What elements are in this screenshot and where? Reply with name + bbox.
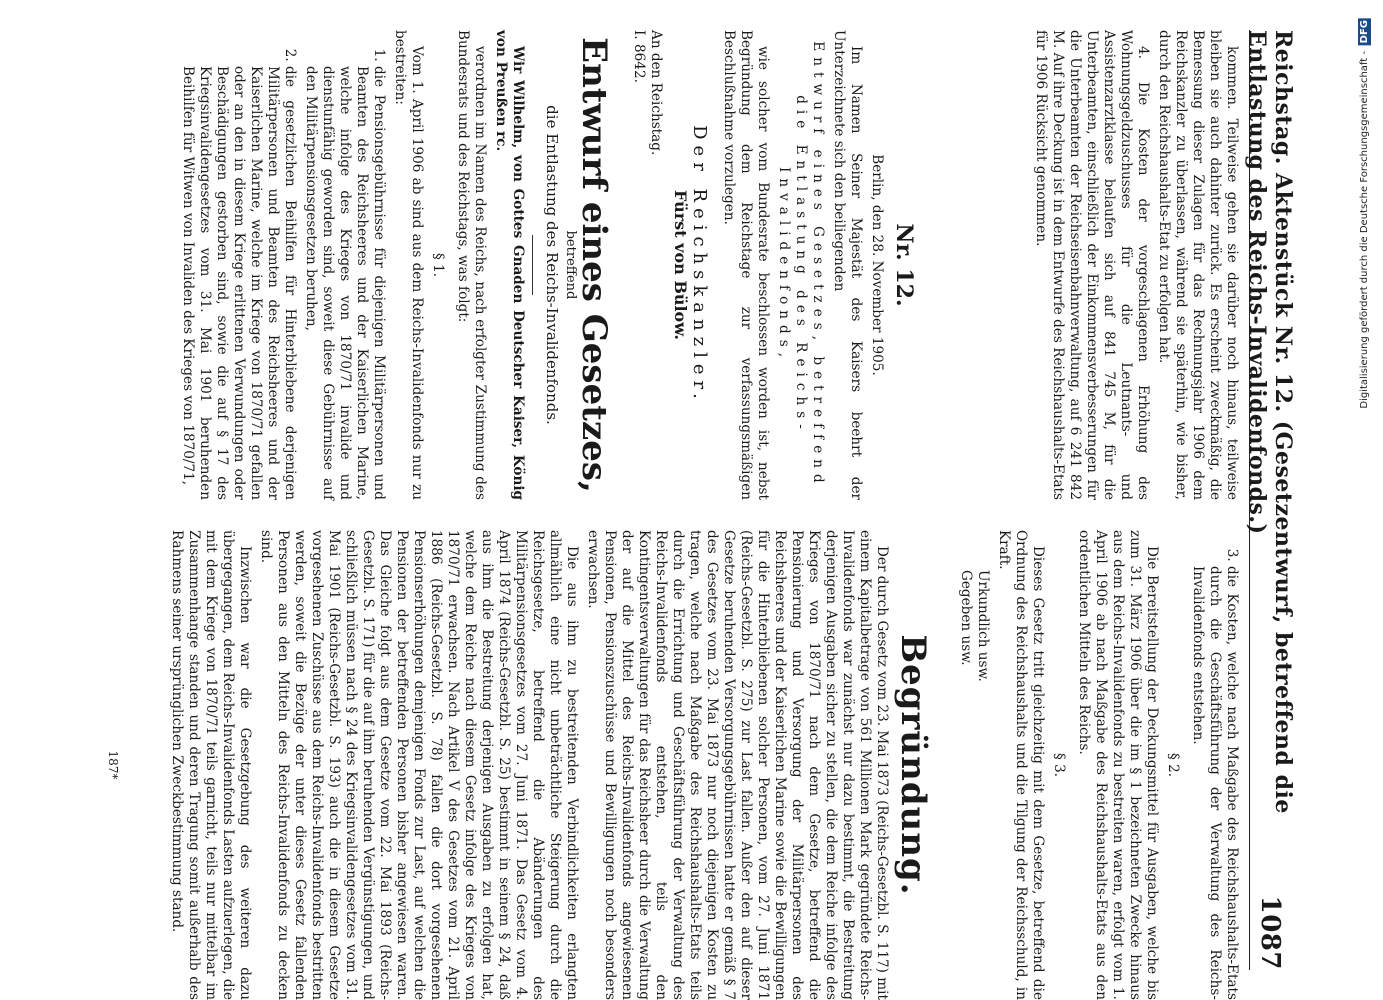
section-1-text: Vom 1. April 1906 ab sind aus dem Reichs-Invalidenfonds nur zu bestreiten: xyxy=(392,30,425,500)
paragraph-4: 4. Die Kosten der vorgeschlagenen Erhöhung des Wohnungsgeldzuschusses für die Leutnants- und Assistenzarztklasse belaufen sich auf 841 745 M, für die Unterbeamten, einschließlich der Einkommensverbesserungen für die Unterbeamten der Reichseisenbahnverwaltung, auf 6 241 842 M. Auf ihre Deckung ist in dem Entwurfe des Reichshaushalts-Etats für 1906 Rücksicht genommen. xyxy=(1033,30,1151,500)
reference-number: I. 8642. xyxy=(631,30,647,83)
section-2-heading: § 2. xyxy=(1165,752,1181,778)
rationale-paragraph-3: Inzwischen war die Gesetzgebung des weiteren dazu übergegangen, dem Reichs-Invalidenfonds Lasten aufzuerlegen, die mit dem Kriege von 1870/71 teils garnicht, teils nur mittelbar im Zusammenhange standen und deren Tragung somit außerhalb des Rahmens seiner ursprünglichen Zweckbestimmung stand. xyxy=(169,530,253,1000)
section-2-text: Die Bereitstellung der Deckungsmittel für Ausgaben, welche bis zum 31. März 1906 über die im § 1 bezeichneten Zwecke hinaus aus dem Reichs-Invalidenfonds zu bestreiten waren, erfolgt vom 1. April 1906 ab nach Maßgabe des Reichshaushalts-Etats aus den ordentlichen Mitteln des Reichs. xyxy=(1076,530,1160,1000)
rationale-paragraph-2: Die aus ihm zu bestreitenden Verbindlichkeiten erlangten allmählich eine nicht unbeträchtliche Steigerung durch die Reichsgesetze, betreffend die Abänderungen des Militärpensionsgesetzes vom 27. Juni 1871. Das Gesetz vom 4. April 1874 (Reichs-Gesetzbl. S. 25) bestimmt in seinem § 24, daß aus ihm die Bestreitung derjenigen Ausgaben zu erfolgen hat, welche dem Reiche nach diesem Gesetz infolge des Krieges von 1870/71 erwachsen. Nach Artikel V des Gesetzes vom 21. April 1886 (Reichs-Gesetzbl. S. 78) fallen die dort vorgesehenen Pensionserhöhungen demjenigen Fonds zur Last, auf welchen die Pensionen der betreffenden Personen bisher angewiesen waren. Das Gleiche folgt aus dem Gesetze vom 22. Mai 1893 (Reichs-Gesetzbl. S. 171) für die auf ihm beruhenden Vergünstigungen, und schließlich müssen nach § 24 des Kriegsinvalidengesetzes vom 31. Mai 1901 (Reichs-Gesetzbl. S. 193) auch die in diesem Gesetze vorgesehenen Zuschüsse aus dem Reichs-Invalidenfonds bestritten werden, soweit die Bezüge der unter dieses Gesetz fallenden Personen aus den Mitteln des Reichs-Invalidenfonds zu decken sind. xyxy=(258,530,580,1000)
rationale-paragraph-1: Der durch Gesetz vom 23. Mai 1873 (Reichs-Gesetzbl. S. 117) mit einem Kapitalbetrage von 561 Millionen Mark gegründete Reichs-Invalidenfonds war zunächst nur dazu bestimmt, die Bestreitung derjenigen Ausgaben sicher zu stellen, die dem Reiche infolge des Krieges von 1870/71 nach dem Gesetze, betreffend die Pensionierung und Versorgung der Militärpersonen des Reichsheeres und der Kaiserlichen Marine sowie die Bewilligungen für die Hinterbliebenen solcher Personen, vom 27. Juni 1871 (Reichs-Gesetzbl. S. 275) zur Last fallen. Außer den auf dieser Gesetze beruhenden Versorgungsgebührnissen hatte er gemäß § 7 des Gesetzes vom 23. Mai 1873 nur noch diejenigen Kosten zu tragen, welche nach Maßgabe des Reichshaushalts-Etats teils durch die Errichtung und Geschäftsführung der Verwaltung des Reichs-Invalidenfonds entstehen, teils den Kontingentsverwaltungen für das Reichsheer durch die Verwaltung der auf die Mittel des Reichs-Invalidenfonds angewiesenen Pensionen, Pensionszuschüsse und Bewilligungen noch besonders erwachsen. xyxy=(585,530,890,1000)
page-header xyxy=(1244,30,1296,970)
page-number: 1087 xyxy=(1255,895,1285,970)
running-title: Reichstag. Aktenstück Nr. 12. (Gesetzentwurf, betreffend die Entlastung des Reichs-Invalidenfonds.) xyxy=(1244,30,1296,814)
place-date: Berlin, den 28. November 1905. xyxy=(869,154,885,376)
list-item: 2. die gesetzlichen Beihilfen für Hinterbliebene derjenigen Militärpersonen und Beamten des Reichsheeres und der Kaiserlichen Marine, welche im Kriege von 1870/71 gefallen oder an den in diesem Kriege erlittenen Verwundungen oder Beschädigungen gestorben sind, sowie die auf § 17 des Kriegsinvalidengesetzes vom 31. Mai 1901 beruhenden Beihilfen für Witwen von Invaliden des Krieges von 1870/71, xyxy=(179,66,298,500)
document-number: Nr. 12. xyxy=(891,223,917,307)
draft-betreffend: betreffend xyxy=(563,230,578,300)
divider xyxy=(532,235,533,295)
enacting-clause: verordnen im Namen des Reichs, nach erfolgter Zustimmung des Bundesrats und des Reichstags, was folgt: xyxy=(455,30,488,500)
enacting-monarch: Wir Wilhelm, von Gottes Gnaden Deutscher Kaiser, König von Preußen rc. xyxy=(493,30,526,500)
signature: Fürst von Bülow. xyxy=(671,190,690,340)
cover-letter-rest: wie solcher vom Bundesrate beschlossen worden ist, nebst Begründung dem Reichstage zur verfassungsmäßigen Beschlußnahme vorzulegen. xyxy=(721,30,771,500)
intro-paragraph: kommen. Teilweise gehen sie darüber noch hinaus, teilweise bleiben sie auch dahinter zurück. Es erscheint zweckmäßig, die Bemessung dieser Zulagen für das Rechnungsjahr 1906 dem Reichskanzler zu überlassen, während sie späterhin, wie bisher, durch den Reichshaushalts-Etat zu erfolgen hat. xyxy=(1156,30,1240,500)
cover-letter-title: Entwurf eines Gesetzes, betreffend die Entlastung des Reichs-Invalidenfonds, xyxy=(776,41,826,489)
section-3-text: Dieses Gesetz tritt gleichzeitig mit dem Gesetze, betreffend die Ordnung des Reichshaushalts und die Tilgung der Reichsschuld, in Kraft. xyxy=(996,530,1046,1000)
draft-title: Entwurf eines Gesetzes, xyxy=(574,37,614,493)
urkundlich: Urkundlich usw. xyxy=(975,570,991,682)
list-item: 1. die Pensionsgebührnisse für diejenigen Militärpersonen und Beamten des Reichsheeres und der Kaiserlichen Marine, welche infolge des Krieges von 1870/71 invalide und dienstunfähig geworden sind, soweit diese Gebührnisse auf den Militärpensionsgesetzen beruhen, xyxy=(302,66,387,500)
cover-letter: Im Namen Seiner Majestät des Kaisers beehrt der Unterzeichnete sich den beiliegenden xyxy=(831,30,864,500)
section-1-list-continued xyxy=(1189,546,1240,1000)
signature-mark: 187* xyxy=(106,750,120,780)
digitization-credit: Digitalisierung gefördert durch die Deutsche Forschungsgemeinschaft - xyxy=(1358,51,1370,409)
section-1-heading: § 1. xyxy=(430,252,446,278)
gegeben: Gegeben usw. xyxy=(958,570,974,666)
section-1-list xyxy=(179,46,387,500)
right-column xyxy=(164,530,1240,1000)
reichskanzler-title: Der Reichskanzler. xyxy=(689,125,710,405)
dfg-logo: DFG xyxy=(1358,20,1370,44)
list-item: 3. die Kosten, welche nach Maßgabe des Reichshaushalts-Etats durch die Geschäftsführung der Verwaltung des Reichs-Invalidenfonds entstehen. xyxy=(1189,566,1240,1000)
draft-subject: die Entlastung des Reichs-Invalidenfonds. xyxy=(543,105,561,425)
digitization-note xyxy=(1353,12,1375,992)
section-3-heading: § 3. xyxy=(1051,752,1067,778)
addressee: An den Reichstag. xyxy=(648,30,664,156)
rationale-heading: Begründung. xyxy=(893,634,933,896)
left-column xyxy=(175,30,1240,500)
